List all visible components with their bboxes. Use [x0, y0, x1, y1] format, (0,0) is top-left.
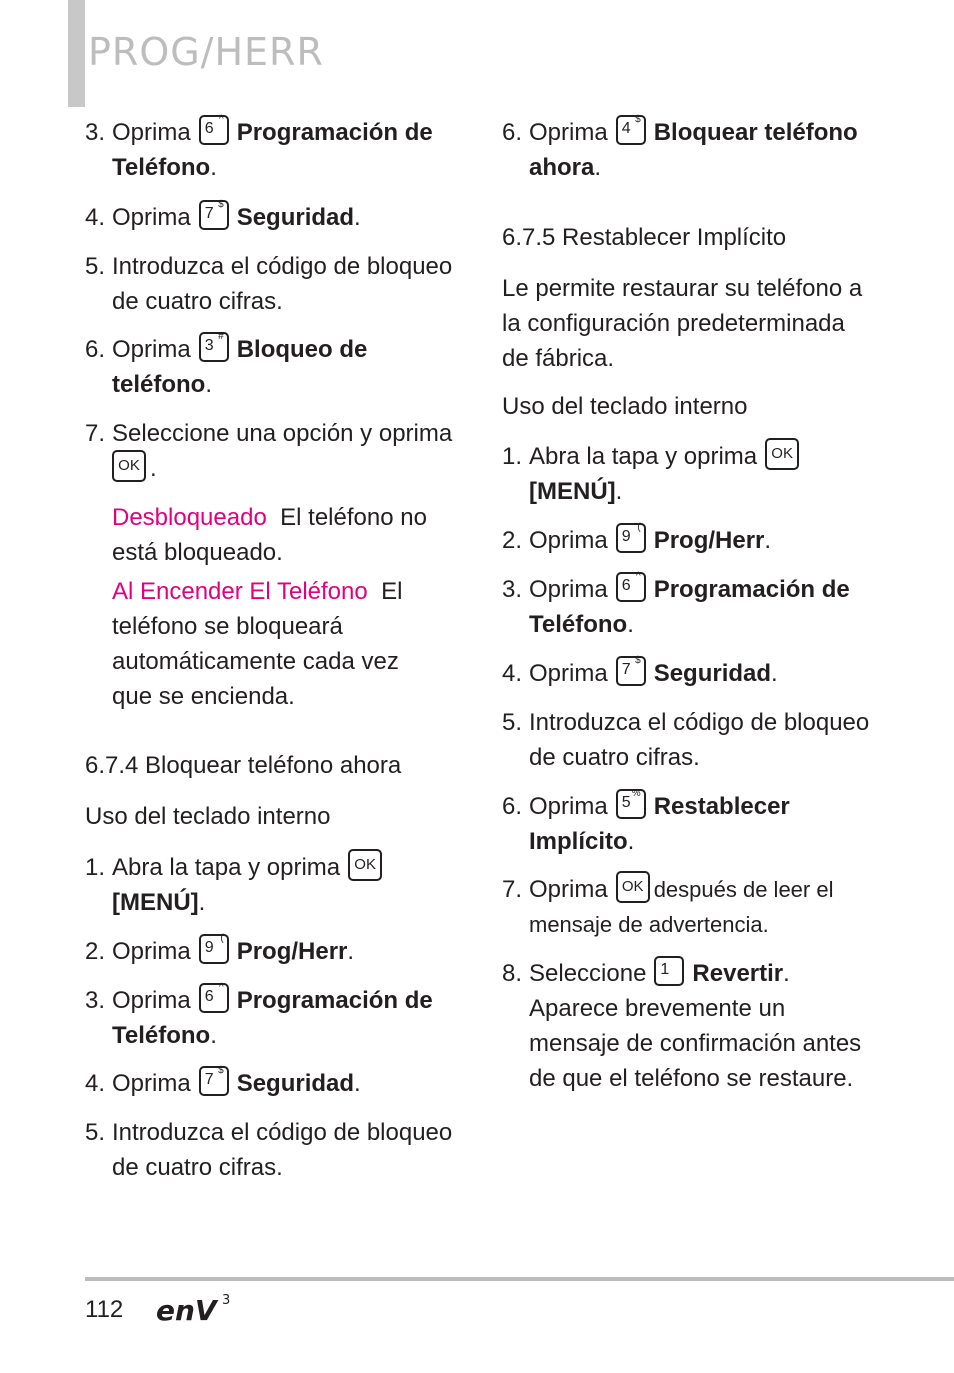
menu-label: [MENÚ]	[112, 889, 199, 916]
step-number: 1.	[85, 854, 106, 881]
step-text: Oprima	[112, 938, 191, 965]
step-number: 4.	[85, 204, 106, 231]
header-bar	[68, 0, 85, 107]
step-text: Seleccione	[529, 960, 647, 987]
page-title: PROG/HERR	[88, 30, 324, 74]
step-text: Oprima	[529, 527, 608, 554]
list-item	[85, 249, 455, 319]
step-number: 6.	[85, 336, 106, 363]
list-item	[502, 705, 874, 775]
section-title: 6.7.5 Restablecer Implícito	[502, 224, 787, 251]
option-desc: El teléfono no está bloqueado.	[112, 504, 427, 566]
ok-key-icon: OK	[616, 871, 650, 903]
step-text: después de leer el mensaje de advertencia.	[529, 877, 834, 937]
list-item: 6. Oprima 3 # Bloqueo de teléfono.	[85, 330, 368, 398]
step-text: Abra la tapa y oprima	[112, 854, 341, 881]
key-9-icon: 9 (	[199, 934, 229, 964]
ok-key-icon: OK	[348, 849, 382, 881]
menu-label: Bloquear teléfono ahora	[529, 119, 858, 181]
step-text: Introduzca el código de bloqueo de cuatro cifras.	[112, 253, 453, 315]
step-number: 1.	[502, 443, 523, 470]
step-number: 3.	[502, 576, 523, 603]
section-title: 6.7.4 Bloquear teléfono ahora	[85, 752, 402, 779]
ok-key-icon: OK	[765, 438, 799, 470]
step-text: Oprima	[112, 987, 191, 1014]
option-name: Al Encender El Teléfono	[112, 578, 368, 605]
list-item: 6. Oprima 5 % Restablecer Implícito.	[502, 787, 790, 855]
page-number: 112	[85, 1296, 124, 1323]
key-5-icon: 5 %	[616, 789, 646, 819]
key-4-icon: 4 $	[616, 115, 646, 145]
option-desc: El teléfono se bloqueará automáticamente cada vez que se encienda.	[112, 578, 403, 710]
step-text: Oprima	[112, 1070, 191, 1097]
menu-label: Programación de Teléfono	[112, 987, 433, 1049]
list-item: 4. Oprima 7 $ Seguridad.	[85, 200, 455, 235]
key-7-icon: 7 $	[616, 656, 646, 686]
list-item: 3. Oprima 6 ^ Programación de Teléfono.	[85, 113, 433, 181]
option-desbloqueado	[112, 500, 455, 570]
option-al-encender	[112, 574, 412, 714]
menu-label: [MENÚ]	[529, 478, 616, 505]
list-item: 2. Oprima 9 ( Prog/Herr.	[502, 523, 874, 558]
step-number: 4.	[502, 660, 523, 687]
menu-label: Revertir	[692, 960, 784, 987]
step-number: 2.	[85, 938, 106, 965]
step-number: 6.	[502, 793, 523, 820]
list-item: 1. Abra la tapa y oprima OK [MENÚ].	[502, 439, 874, 509]
option-name: Desbloqueado	[112, 504, 267, 531]
list-item: 8. Seleccione 1 ' Revertir. Aparece brevemente un mensaje de confirmación antes de que el teléfono se restaure.	[502, 954, 862, 1092]
key-1-icon: 1 '	[654, 956, 684, 986]
key-7-icon: 7 $	[199, 200, 229, 230]
step-text: Aparece brevemente un mensaje de confirmación antes de que el teléfono se restaure.	[529, 995, 862, 1092]
step-text: Introduzca el código de bloqueo de cuatro cifras.	[529, 709, 870, 771]
key-9-icon: 9 (	[616, 523, 646, 553]
list-item: 4. Oprima 7 $ Seguridad.	[502, 656, 874, 691]
svg-text:enV: enV	[156, 1294, 217, 1327]
step-text: Abra la tapa y oprima	[529, 443, 758, 470]
step-number: 4.	[85, 1070, 106, 1097]
list-item	[85, 1115, 455, 1185]
menu-label: Bloqueo de teléfono	[112, 336, 368, 398]
step-text: Oprima	[529, 876, 608, 903]
menu-label: Programación de Teléfono	[529, 576, 850, 638]
list-item	[502, 872, 874, 942]
step-text: Oprima	[529, 793, 608, 820]
key-6-icon: 6 ^	[616, 572, 646, 602]
step-number: 8.	[502, 960, 523, 987]
step-number: 3.	[85, 119, 106, 146]
step-text: Oprima	[529, 576, 608, 603]
menu-label: Seguridad	[236, 204, 355, 231]
ok-key-icon: OK	[112, 450, 146, 482]
key-7-icon: 7 $	[199, 1066, 229, 1096]
key-6-icon: 6 ^	[199, 983, 229, 1013]
step-number: 5.	[502, 709, 523, 736]
step-text: Oprima	[112, 119, 191, 146]
list-item: 2. Oprima 9 ( Prog/Herr.	[85, 934, 455, 969]
step-number: 5.	[85, 1119, 106, 1146]
step-number: 7.	[85, 420, 106, 447]
menu-label: Seguridad	[236, 1070, 355, 1097]
step-number: 3.	[85, 987, 106, 1014]
step-number: 5.	[85, 253, 106, 280]
menu-label: Prog/Herr	[236, 938, 348, 965]
intro-paragraph: Le permite restaurar su teléfono a la configuración predeterminada de fábrica.	[502, 275, 863, 372]
list-item: 4. Oprima 7 $ Seguridad.	[85, 1066, 455, 1101]
env3-logo	[156, 1288, 236, 1328]
step-text: Introduzca el código de bloqueo de cuatro cifras.	[112, 1119, 453, 1181]
list-item: 7. Seleccione una opción y oprima OK .	[85, 416, 455, 486]
subhead: Uso del teclado interno	[85, 803, 331, 830]
step-text: Oprima	[529, 119, 608, 146]
list-item: 1. Abra la tapa y oprima OK [MENÚ].	[85, 850, 455, 920]
list-item: 6. Oprima 4 $ Bloquear teléfono ahora.	[502, 113, 858, 181]
list-item: 3. Oprima 6 ^ Programación de Teléfono.	[85, 981, 433, 1049]
footer-divider	[85, 1277, 954, 1281]
menu-label: Restablecer Implícito	[529, 793, 790, 855]
step-text: Seleccione una opción y oprima	[112, 420, 453, 447]
step-number: 6.	[502, 119, 523, 146]
menu-label: Seguridad	[653, 660, 772, 687]
list-item: 3. Oprima 6 ^ Programación de Teléfono.	[502, 570, 850, 638]
step-text: Oprima	[112, 336, 191, 363]
key-6-icon: 6 ^	[199, 115, 229, 145]
svg-text:3: 3	[222, 1293, 231, 1308]
step-text: Oprima	[112, 204, 191, 231]
key-3-icon: 3 #	[199, 332, 229, 362]
subhead: Uso del teclado interno	[502, 393, 748, 420]
menu-label: Programación de Teléfono	[112, 119, 433, 181]
menu-label: Prog/Herr	[653, 527, 765, 554]
step-number: 2.	[502, 527, 523, 554]
step-text: Oprima	[529, 660, 608, 687]
step-number: 7.	[502, 876, 523, 903]
